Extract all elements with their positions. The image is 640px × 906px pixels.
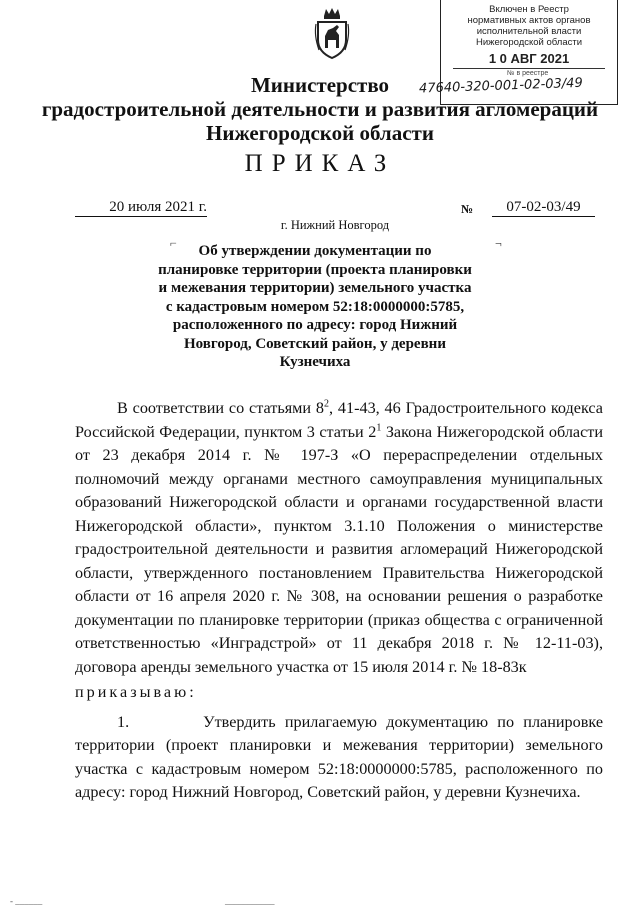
ministry-name-line-2: градостроительной деятельности и развития агломераций <box>41 97 599 121</box>
stamp-registry-number: 47640-320-001-02-03/49 <box>418 75 583 97</box>
order-number-label: № <box>461 202 474 216</box>
stamp-line-2: нормативных актов органов <box>467 15 591 26</box>
clause-1-number: 1. <box>117 712 130 731</box>
ministry-name-line-3: Нижегородской области <box>206 121 434 145</box>
stamp-registry-label: № в реестре <box>507 70 549 77</box>
title-corner-right: ¬ <box>495 236 502 250</box>
clause-1-text: Утвердить прилагаемую документацию по планировке территории (проект планировки и межевания территории) земельного участка с кадастровым номером 52:18:0000000:5785, расположенного по адресу: город Нижний Новгород, Советский район, у деревни Кузнечиха. <box>75 712 604 801</box>
preamble-paragraph: В соответствии со статьями $8^2$, 41-43, 46 Градостроительного кодекса Российской Федерации, пунктом 3 статьи $2^1$ Закона Нижегородской области от 23 декабря 2014 г. № 197-З «О перераспределении отдельных полномочий между органами местного самоуправления муниципальных образований Нижегородской области и органами государственной власти Нижегородской области», пунктом 3.1.10 Положения о министерстве градостроительной деятельности и развития агломераций Нижегородской области, утвержденного постановлением Правительства Нижегородской области от 16 апреля 2020 г. № 308, на основании решения о разработке документации по планировке территории (приказ общества с ограниченной ответственностью «Инградстрой» от 11 декабря 2018 г. № 12-11-03), договора аренды земельного участка от 15 июля 2014 г. № 18-83к <box>75 398 604 676</box>
document-type-heading: ПРИКАЗ <box>244 150 396 177</box>
city-name: г. Нижний Новгород <box>280 218 390 232</box>
order-number: 07-02-03/49 <box>492 199 595 217</box>
title-line: планировке территории (проекта планировки <box>158 261 472 278</box>
title-line: расположенного по адресу: город Нижний <box>172 317 458 333</box>
order-body <box>75 397 603 805</box>
prikazyvayu-label: приказываю: <box>75 683 197 701</box>
stamp-date: 1 0 АВГ 2021 <box>488 51 570 66</box>
title-line: Новгород, Советский район, у деревни <box>184 335 446 352</box>
scan-mark-left: - ______ <box>10 896 43 906</box>
order-date: 20 июля 2021 г. <box>75 199 207 217</box>
title-line: с кадастровым номером 52:18:0000000:5785, <box>165 298 465 315</box>
scan-mark-center: ___________ <box>225 896 275 906</box>
stamp-line-4: Нижегородской области <box>475 37 583 48</box>
stamp-line-3: исполнительной власти <box>476 26 582 37</box>
title-corner-left: ⌐ <box>170 236 177 250</box>
coat-of-arms-icon <box>313 6 351 62</box>
clause-1 <box>75 711 603 805</box>
title-line: Об утверждении документации по <box>198 243 432 259</box>
ministry-name-line-1: Министерство <box>250 73 390 97</box>
stamp-line-1: Включен в Реестр <box>489 4 569 15</box>
order-title <box>150 242 480 372</box>
title-line: и межевания территории) земельного участка <box>158 280 472 296</box>
title-line: Кузнечиха <box>279 354 351 370</box>
stamp-divider <box>453 68 605 69</box>
